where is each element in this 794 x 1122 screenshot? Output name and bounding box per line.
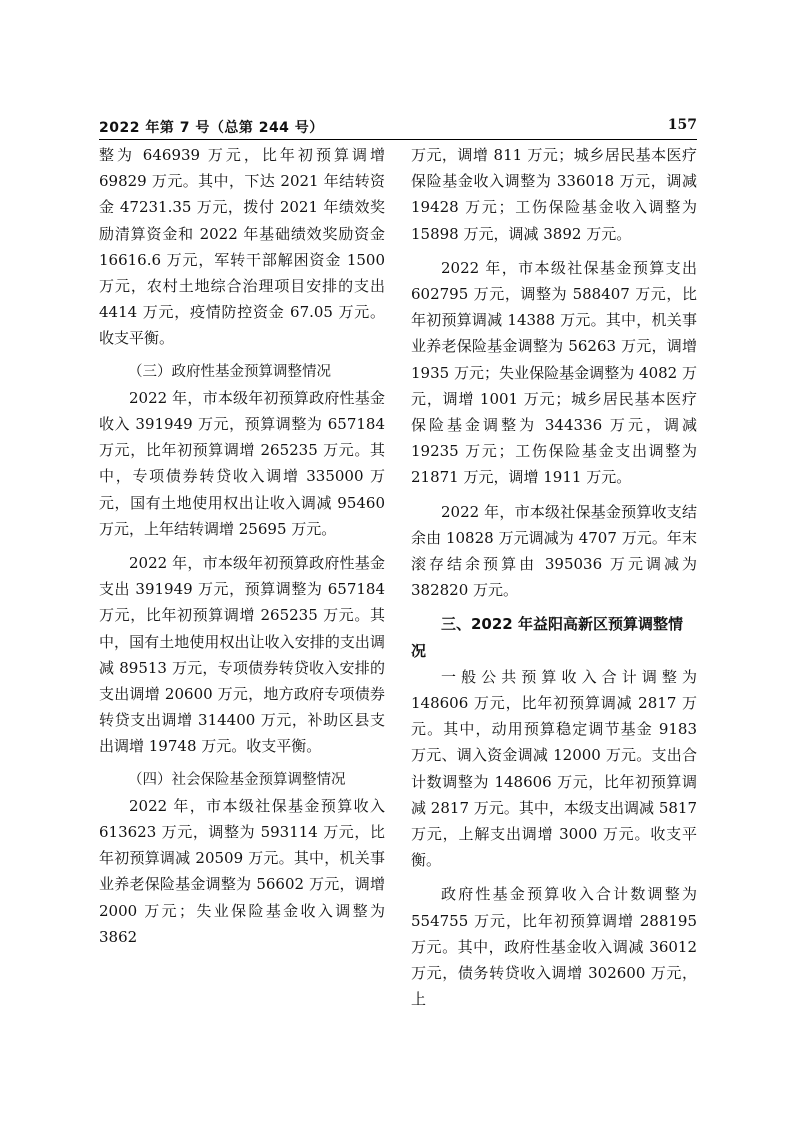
page-header <box>99 113 697 140</box>
paragraph: 2022 年，市本级年初预算政府性基金支出 391949 万元，预算调整为 657184 万元，比年初预算调增 265235 万元。其中，国有土地使用权出让收入安排的支出调减 89513 万元，专项债券转贷收入安排的支出调增 20600 万元，地方政府专项债券转贷支出调增 314400 万元，补助区县支出调增 19748 万元。收支平衡。 <box>99 554 385 756</box>
paragraph-continued: 整为 646939 万元，比年初预算调增 69829 万元。其中，下达 2021 年结转资金 47231.35 万元，拨付 2021 年绩效奖励清算资金和 2022 年基础绩效奖励资金 16616.6 万元，军转干部解困资金 1500 万元，农村土地综合治理项目安排的支出 4414 万元，疫情防控资金 67.05 万元。收支平衡。 <box>99 146 385 348</box>
paragraph: 2022 年，市本级社保基金预算支出 602795 万元，调整为 588407 万元，比年初预算调减 14388 万元。其中，机关事业养老保险基金调整为 56263 万元，调增 1935 万元；失业保险基金调整为 4082 万元，调增 1001 万元；城乡居民基本医疗保险基金调整为 344336 万元，调减 19235 万元；工伤保险基金支出调整为 21871 万元，调增 1911 万元。 <box>411 258 697 487</box>
section-heading-social-insurance: （四）社会保险基金预算调整情况 <box>128 771 346 788</box>
paragraph: 政府性基金预算收入合计数调整为 554755 万元，比年初预算调增 288195 万元。其中，政府性基金收入调减 36012 万元，债务转贷收入调增 302600 万元，上 <box>411 885 697 1009</box>
paragraph: 2022 年，市本级社保基金预算收支结余由 10828 万元调减为 4707 万元。年末滚存结余预算由 395036 万元调减为 382820 万元。 <box>411 502 697 600</box>
section-heading-hitech-zone: 三、2022 年益阳高新区预算调整情况 <box>411 615 683 660</box>
paragraph: 一般公共预算收入合计调整为 148606 万元，比年初预算调减 2817 万元。其中，动用预算稳定调节基金 9183 万元、调入资金调减 12000 万元。支出合计数调整为 148606 万元，比年初预算调减 2817 万元。其中，本级支出调减 5817 万元，上解支出调增 3000 万元。收支平衡。 <box>411 667 697 870</box>
right-column <box>411 142 697 1013</box>
left-column <box>99 142 385 950</box>
page-number: 157 <box>667 117 697 133</box>
paragraph: 2022 年，市本级社保基金预算收入 613623 万元，调整为 593114 万元，比年初预算调减 20509 万元。其中，机关事业养老保险基金调整为 56602 万元，调增 2000 万元；失业保险基金收入调整为 3862 <box>99 796 385 946</box>
section-heading-gov-fund: （三）政府性基金预算调整情况 <box>128 363 331 380</box>
paragraph-continued: 万元，调增 811 万元；城乡居民基本医疗保险基金收入调整为 336018 万元，调减 19428 万元；工伤保险基金收入调整为 15898 万元，调减 3892 万元。 <box>411 146 697 243</box>
paragraph: 2022 年，市本级年初预算政府性基金收入 391949 万元，预算调整为 657184 万元，比年初预算调增 265235 万元。其中，专项债券转贷收入调增 335000 万元，国有土地使用权出让收入调减 95460 万元，上年结转调增 25695 万元。 <box>99 388 385 538</box>
issue-label: 2022 年第 7 号（总第 244 号） <box>99 120 324 136</box>
